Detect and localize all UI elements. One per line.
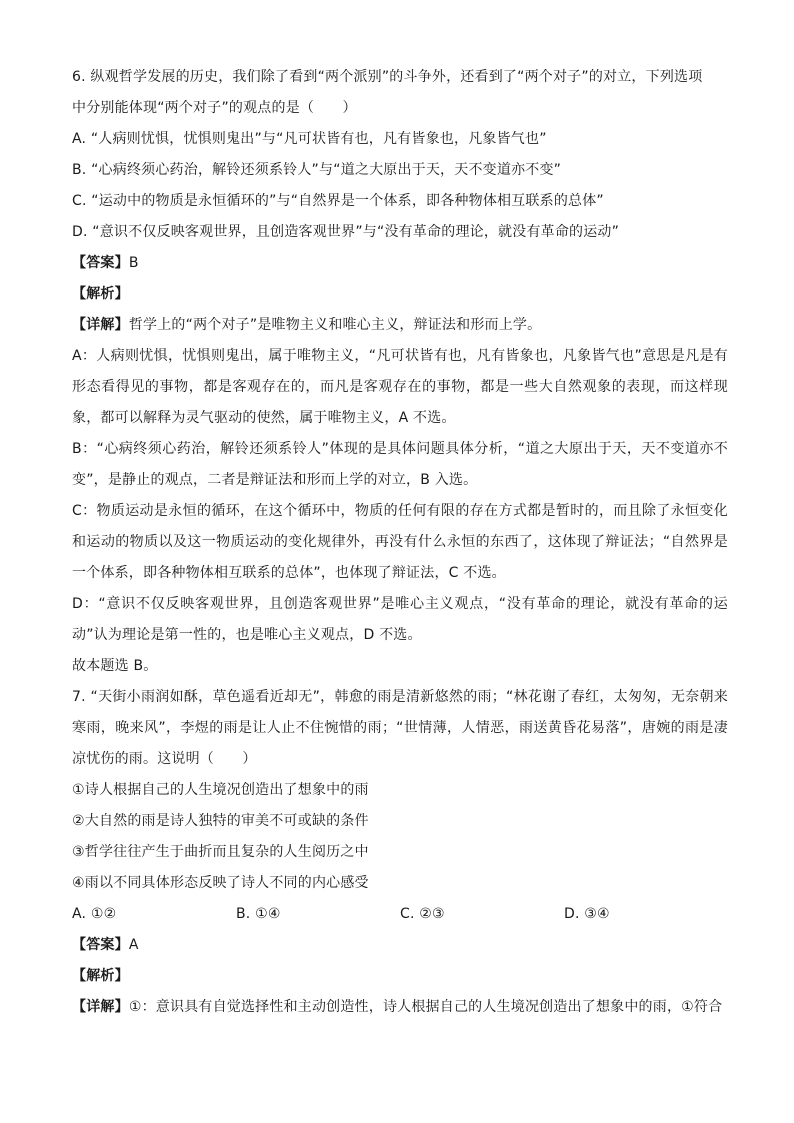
q6-conclusion: 故本题选 B。 [72,658,158,674]
q7-statement-4: ④雨以不同具体形态反映了诗人不同的内心感受 [72,875,369,891]
q7-statement-1: ①诗人根据自己的人生境况创造出了想象中的雨 [72,782,369,798]
q7-stem: 7. “天街小雨润如酥，草色遥看近却无”，韩愈的雨是清新悠然的雨；“林花谢了春红，太匆匆，无奈朝来寒雨，晚来风”，李煜的雨是让人止不住惋惜的雨；“世情薄，人情恶，雨送黄昏花易落”，唐婉的雨是凄凉忧伤的雨。这说明（ ） [72,689,728,767]
q6-analysis-tag: 【解析】 [72,286,129,302]
q6-detail-tag: 【详解】 [72,317,129,333]
q7-answer [72,930,728,961]
q6-detail-b: B：“心病终须心药治，解铃还须系铃人”体现的是具体问题具体分析，“道之大原出于天，天不变道亦不变”，是静止的观点，二者是辩证法和形而上学的对立，B 入选。 [72,441,728,488]
q7-choice-c: C. ②③ [400,906,445,922]
q7-choice-a: A. ①② [72,906,117,922]
q6-answer-value: B [128,255,139,271]
q7-statement-3: ③哲学往往产生于曲折而且复杂的人生阅历之中 [72,844,369,860]
q6-answer-tag: 【答案】 [72,255,129,271]
q6-option-c: C. “运动中的物质是永恒循环的”与“自然界是一个体系，即各种物体相互联系的总体” [72,193,604,209]
q6-answer [72,248,728,279]
q6-stem-line1: 6. 纵观哲学发展的历史，我们除了看到“两个派别”的斗争外，还看到了“两个对子”的对立，下列选项 [72,69,703,85]
q6-option-d: D. “意识不仅反映客观世界，且创造客观世界”与“没有革命的理论，就没有革命的运动” [72,224,620,240]
q6-detail-intro [72,310,728,341]
q6-detail-intro-text: 哲学上的“两个对子”是唯物主义和唯心主义，辩证法和形而上学。 [128,317,542,333]
q6-detail-a: A：人病则忧惧，忧惧则鬼出，属于唯物主义，“凡可状皆有也，凡有皆象也，凡象皆气也”意思是凡是有形态看得见的事物，都是客观存在的，而凡是客观存在的事物，都是一些大自然观象的表现，而这样现象，都可以解释为灵气驱动的使然，属于唯物主义，A 不选。 [72,348,728,426]
q6-stem-line2: 中分别能体现“两个对子”的观点的是（ ） [72,100,357,116]
q7-detail-tag: 【详解】 [72,999,129,1015]
document-content [72,62,728,1023]
q6-option-a: A. “人病则忧惧，忧惧则鬼出”与“凡可状皆有也，凡有皆象也，凡象皆气也” [72,131,547,147]
q7-analysis [72,961,728,992]
q6-detail-c: C：物质运动是永恒的循环，在这个循环中，物质的任何有限的存在方式都是暂时的，而且除了永恒变化和运动的物质以及这一物质运动的变化规律外，再没有什么永恒的东西了，这体现了辩证法；“自然界是一个体系，即各种物体相互联系的总体”，也体现了辩证法，C 不选。 [72,503,728,581]
q6-option-b: B. “心病终须心药治，解铃还须系铃人”与“道之大原出于天，天不变道亦不变” [72,162,562,178]
q7-detail-text: ①：意识具有自觉选择性和主动创造性，诗人根据自己的人生境况创造出了想象中的雨，①符合 [128,999,723,1015]
q7-answer-tag: 【答案】 [72,937,129,953]
q7-choices [72,899,728,930]
q7-statement-2: ②大自然的雨是诗人独特的审美不可或缺的条件 [72,813,369,829]
q6-analysis [72,279,728,310]
q7-answer-value: A [128,937,139,953]
q7-choice-b: B. ①④ [236,906,281,922]
q6-detail-d: D：“意识不仅反映客观世界，且创造客观世界”是唯心主义观点，“没有革命的理论，就没有革命的运动”认为理论是第一性的，也是唯心主义观点，D 不选。 [72,596,728,643]
q7-detail [72,992,728,1023]
q7-choice-d: D. ③④ [564,906,610,922]
q7-analysis-tag: 【解析】 [72,968,129,984]
